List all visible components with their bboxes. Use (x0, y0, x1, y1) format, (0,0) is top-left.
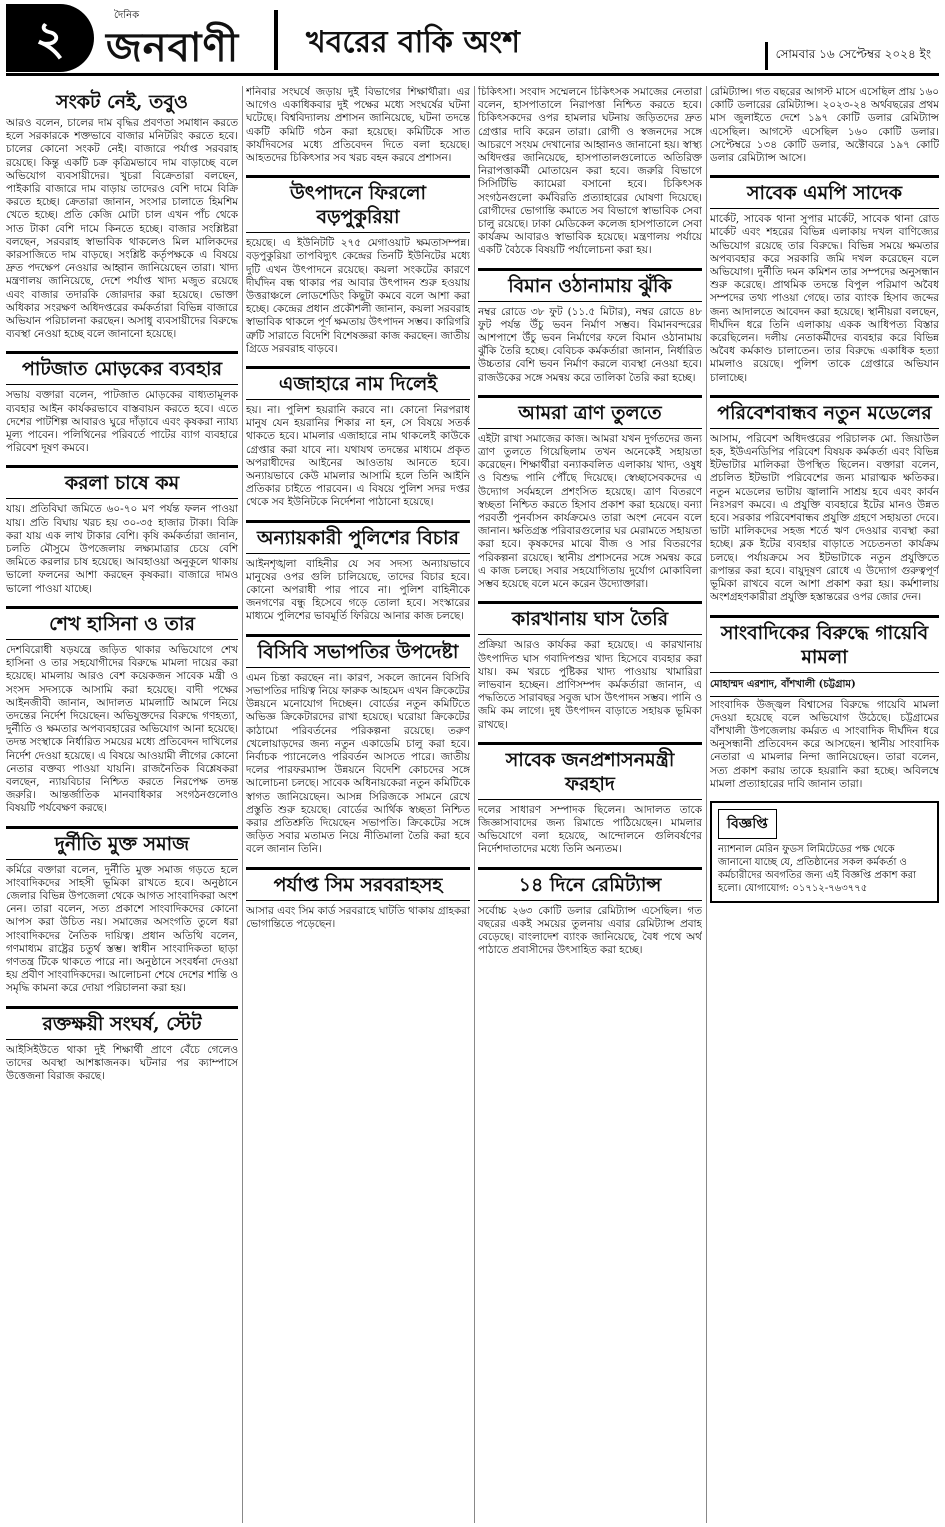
article-body: সর্বোচ্চ ২৬৩ কোটি ডলার রেমিট্যান্স এসেছিল। গত বছরের একই সময়ের তুলনায় এবার রেমিট্যান্স প্রবাহ বেড়েছে। বাংলাদেশ ব্যাংক জানিয়েছে, বৈধ পথে অর্থ পাঠাতে প্রবাসীদের উৎসাহিত করা হচ্ছে। (478, 904, 702, 957)
article-body: মার্কেট, সাবেক থানা সুপার মার্কেট, সাবেক থানা রোড মার্কেট এবং শহরের বিভিন্ন এলাকায় দখল বাণিজ্যের অভিযোগ রয়েছে তার বিরুদ্ধে। বিভিন্ন সময়ে ক্ষমতার অপব্যবহার করে সরকারি জমি দখল করেছেন বলে অভিযোগ। দুর্নীতি দমন কমিশন তার সম্পদের অনুসন্ধান শুরু করেছে। প্রাথমিক তদন্তে বিপুল পরিমাণ অবৈধ সম্পদের তথ্য পাওয়া গেছে। তার ব্যাংক হিসাব জব্দের জন্য আদালতে আবেদন করা হয়েছে। স্থানীয়রা বলছেন, দীর্ঘদিন ধরে তিনি এলাকায় একক আধিপত্য বিস্তার করেছিলেন। দলীয় নেতাকর্মীদের ব্যবহার করে বিভিন্ন অবৈধ কর্মকাণ্ড চালাতেন। তার বিরুদ্ধে একাধিক হত্যা মামলাও রয়েছে। পুলিশ তাকে গ্রেপ্তারে অভিযান চালাচ্ছে। (710, 213, 939, 384)
article-body: হয়। না। পুলিশ হয়রানি করবে না। কোনো নিরপরাধ মানুষ যেন হয়রানির শিকার না হন, সে বিষয়ে সতর্ক থাকতে হবে। মামলার এজাহারে নাম থাকলেই কাউকে গ্রেপ্তার করা যাবে না। যথাযথ তদন্তের মাধ্যমে প্রকৃত অপরাধীদের আইনের আওতায় আনতে হবে। অন্যায়ভাবে কেউ মামলার আসামি হলে তিনি আইনি প্রতিকার চাইতে পারবেন। এ বিষয়ে পুলিশ সদর দপ্তর থেকে সব ইউনিটকে নির্দেশনা পাঠানো হয়েছে। (246, 404, 470, 509)
article-headline: সাংবাদিকের বিরুদ্ধে গায়েবি মামলা (710, 615, 939, 673)
article (478, 86, 702, 258)
article (478, 268, 702, 385)
article (6, 351, 238, 455)
article-headline: করলা চাষে কম (6, 465, 238, 499)
article-headline: উৎপাদনে ফিরলো বড়পুকুরিয়া (246, 175, 470, 233)
article-headline: অন্যায়কারী পুলিশের বিচার (246, 520, 470, 554)
article-body: নম্বর রোডে ৩৮ ফুট (১১.৫ মিটার), নম্বর রোডে ৪৮ ফুট পর্যন্ত উঁচু ভবন নির্মাণ সম্ভব। বিমানবন্দরের আশপাশে উঁচু ভবন নির্মাণের ফলে বিমান ওঠানামায় ঝুঁকি তৈরি হচ্ছে। বেবিচক কর্মকর্তারা জানান, নির্ধারিত উচ্চতার বেশি ভবন নির্মাণ করলে ব্যবস্থা নেওয়া হবে। রাজউকের সঙ্গে সমন্বয় করে তালিকা তৈরি করা হচ্ছে। (478, 305, 702, 384)
masthead (6, 4, 939, 76)
notice-title: বিজ্ঞপ্তি (718, 809, 777, 839)
masthead-divider (274, 10, 278, 70)
article-headline: পরিবেশবান্ধব নতুন মডেলের (710, 395, 939, 429)
article (710, 395, 939, 605)
article-body: সভায় বক্তারা বলেন, পাটজাত মোড়কের বাধ্যতামূলক ব্যবহার আইন কার্যকরভাবে বাস্তবায়ন করতে হবে। এতে দেশের পাটশিল্প আবারও ঘুরে দাঁড়াবে এবং কৃষকরা ন্যায্য মূল্য পাবেন। পলিথিনের পরিবর্তে পাটের ব্যাগ ব্যবহারে পরিবেশ দূষণ কমবে। (6, 389, 238, 455)
article-body: চিকিৎসা। সংবাদ সম্মেলনে চিকিৎসক সমাজের নেতারা বলেন, হাসপাতালে নিরাপত্তা নিশ্চিত করতে হবে। চিকিৎসকদের ওপর হামলার ঘটনায় জড়িতদের দ্রুত গ্রেপ্তার দাবি করেন তারা। রোগী ও স্বজনদের সঙ্গে আচরণে সংযম দেখানোর আহ্বানও জানানো হয়। স্বাস্থ্য অধিদপ্তর জানিয়েছে, হাসপাতালগুলোতে অতিরিক্ত নিরাপত্তাকর্মী মোতায়েন করা হবে। জরুরি বিভাগে সিসিটিভি ক্যামেরা বসানো হবে। চিকিৎসক সংগঠনগুলো কর্মবিরতি প্রত্যাহারের ঘোষণা দিয়েছে। রোগীদের ভোগান্তি কমাতে সব বিভাগে স্বাভাবিক সেবা চালু রয়েছে। ঢাকা মেডিকেল কলেজ হাসপাতালে সেবা কার্যক্রম আবারও স্বাভাবিক হয়েছে। মন্ত্রণালয় পর্যায়ে একটি বৈঠকে বিষয়টি পর্যালোচনা করা হয়। (478, 86, 702, 257)
article (246, 520, 470, 624)
article-body: এইটা রাখা সমাজের কাজ। আমরা যখন দুর্গতদের জন্য ত্রাণ তুলতে গিয়েছিলাম তখন অনেকেই সহায়তা করেছেন। শিক্ষার্থীরা বন্যাকবলিত এলাকায় খাদ্য, ওষুধ ও বিশুদ্ধ পানি পৌঁছে দিয়েছে। স্বেচ্ছাসেবকদের এ উদ্যোগ সর্বমহলে প্রশংসিত হয়েছে। ত্রাণ বিতরণে স্বচ্ছতা নিশ্চিত করতে হিসাব প্রকাশ করা হয়েছে। বন্যা পরবর্তী পুনর্বাসন কার্যক্রমেও তারা অংশ নেবেন বলে জানান। ক্ষতিগ্রস্ত পরিবারগুলোর ঘর মেরামতে সহায়তা করা হবে। কৃষকদের মাঝে বীজ ও সার বিতরণের পরিকল্পনা রয়েছে। স্থানীয় প্রশাসনের সঙ্গে সমন্বয় করে এ কাজ চলছে। সবার সহযোগিতায় দুর্যোগ মোকাবিলা সম্ভব হয়েছে বলে মনে করেন উদ্যোক্তারা। (478, 432, 702, 591)
column-1 (6, 86, 238, 1523)
article-headline: সাবেক এমপি সাদেক (710, 175, 939, 209)
article-headline: পাটজাত মোড়কের ব্যবহার (6, 351, 238, 385)
column-rule (242, 86, 243, 1523)
article-headline: ১৪ দিনে রেমিট্যান্স (478, 867, 702, 901)
article-headline: শেখ হাসিনা ও তার (6, 606, 238, 640)
article-body: এমন চিন্তা করছেন না। কারণ, সকলে জানেন বিসিবি সভাপতির দায়িত্ব নিয়ে ফারুক আহমেদ এখন ক্রিকেটের উন্নয়নে মনোযোগ দিচ্ছেন। বোর্ডের নতুন কমিটিতে অভিজ্ঞ ক্রিকেটারদের রাখা হয়েছে। ঘরোয়া ক্রিকেটের কাঠামো পরিবর্তনের পরিকল্পনা রয়েছে। তরুণ খেলোয়াড়দের জন্য নতুন একাডেমি চালু করা হবে। নির্বাচক প্যানেলেও পরিবর্তন আসতে পারে। জাতীয় দলের পারফরম্যান্স উন্নয়নে বিদেশি কোচদের সঙ্গে আলোচনা চলছে। সাবেক অধিনায়কেরা নতুন কমিটিকে স্বাগত জানিয়েছেন। আসন্ন সিরিজকে সামনে রেখে প্রস্তুতি শুরু হয়েছে। বোর্ডের আর্থিক স্বচ্ছতা নিশ্চিত করার প্রতিশ্রুতি দিয়েছেন সভাপতি। ক্রিকেটের সঙ্গে জড়িত সবার মতামত নিয়ে নীতিমালা তৈরি করা হবে বলে জানান তিনি। (246, 671, 470, 856)
article (710, 86, 939, 165)
page-number: ২ (6, 4, 94, 72)
dateline: সোমবার ১৬ সেপ্টেম্বর ২০২৪ ইং (765, 42, 939, 70)
article-headline: দুর্নীতি মুক্ত সমাজ (6, 826, 238, 860)
article-body: প্রক্রিয়া আরও কার্যকর করা হয়েছে। এ কারখানায় উৎপাদিত ঘাস গবাদিপশুর খাদ্য হিসেবে ব্যবহার করা যায়। কম খরচে পুষ্টিকর খাদ্য পাওয়ায় খামারিরা লাভবান হচ্ছেন। প্রাণিসম্পদ কর্মকর্তারা জানান, এ পদ্ধতিতে সারাবছর সবুজ ঘাস উৎপাদন সম্ভব। পানি ও জমি কম লাগে। দুধ উৎপাদন বাড়াতে সহায়ক ভূমিকা রাখছে। (478, 639, 702, 731)
article-body: যায়। প্রতিবিঘা জমিতে ৬০-৭০ মণ পর্যন্ত ফলন পাওয়া যায়। প্রতি বিঘায় খরচ হয় ৩০-৩৫ হাজার টাকা। বিক্রি করা যায় এক লাখ টাকার বেশি। কৃষি কর্মকর্তারা জানান, চলতি মৌসুমে উপজেলায় লক্ষ্যমাত্রার চেয়ে বেশি জমিতে করলার চাষ হয়েছে। আবহাওয়া অনুকূলে থাকায় ভালো ফলনের আশা করছেন কৃষকরা। বাজারে দামও ভালো পাওয়া যাচ্ছে। (6, 503, 238, 595)
article-body: সাংবাদিক উজ্জ্বল বিশ্বাসের বিরুদ্ধে গায়েবি মামলা দেওয়া হয়েছে বলে অভিযোগ উঠেছে। চট্টগ্রামের বাঁশখালী উপজেলায় কর্মরত এ সাংবাদিক দীর্ঘদিন ধরে অনুসন্ধানী প্রতিবেদন করে আসছেন। স্থানীয় সাংবাদিক নেতারা এ মামলার নিন্দা জানিয়েছেন। তারা বলেন, সত্য প্রকাশ করায় তাকে হয়রানি করা হচ্ছে। অবিলম্বে মামলা প্রত্যাহারের দাবি জানান তারা। (710, 698, 939, 790)
article (246, 86, 470, 165)
article-headline: কারখানায় ঘাস তৈরি (478, 601, 702, 635)
article-body: আইসিইউতে থাকা দুই শিক্ষার্থী প্রাণে বেঁচে গেলেও তাদের অবস্থা আশঙ্কাজনক। ঘটনার পর ক্যাম্পাসে উত্তেজনা বিরাজ করছে। (6, 1043, 238, 1082)
article (710, 615, 939, 791)
article-body: দেশবিরোধী ষড়যন্ত্রে জড়িত থাকার অভিযোগে শেখ হাসিনা ও তার সহযোগীদের বিরুদ্ধে মামলা দায়ের করা হয়েছে। মামলায় আরও বেশ কয়েকজন সাবেক মন্ত্রী ও সংসদ সদস্যকে আসামি করা হয়েছে। বাদী পক্ষের আইনজীবী জানান, আদালত মামলাটি আমলে নিয়ে তদন্তের নির্দেশ দিয়েছেন। অভিযুক্তদের বিরুদ্ধে গণহত্যা, দুর্নীতি ও ক্ষমতার অপব্যবহারের অভিযোগ আনা হয়েছে। তদন্ত সংস্থাকে নির্ধারিত সময়ের মধ্যে প্রতিবেদন দাখিলের নির্দেশ দেওয়া হয়েছে। এ বিষয়ে আওয়ামী লীগের কোনো নেতার বক্তব্য পাওয়া যায়নি। রাজনৈতিক বিশ্লেষকরা বলছেন, ন্যায়বিচার নিশ্চিত করতে নিরপেক্ষ তদন্ত জরুরি। আন্তর্জাতিক মানবাধিকার সংগঠনগুলোও বিষয়টি পর্যবেক্ষণ করছে। (6, 643, 238, 815)
column-2 (246, 86, 470, 1523)
article (246, 175, 470, 356)
article-headline: বিসিবি সভাপতির উপদেষ্টা (246, 634, 470, 668)
notice-body: ন্যাশনাল মেরিন ফুডস লিমিটেডের পক্ষ থেকে জানানো যাচ্ছে যে, প্রতিষ্ঠানের সকল কর্মকর্তা ও কর্মচারীদের অবগতির জন্য এই বিজ্ঞপ্তি প্রকাশ করা হলো। যোগাযোগ: ০১৭১২-৭৬৩৭৭৫ (718, 843, 917, 894)
section-title: খবরের বাকি অংশ (306, 25, 520, 60)
article (478, 742, 702, 857)
article-body: কর্মিরে বক্তারা বলেন, দুর্নীতি মুক্ত সমাজ গড়তে হলে সাংবাদিকদের সাহসী ভূমিকা রাখতে হবে। অনুষ্ঠানে জেলার বিভিন্ন উপজেলা থেকে আগত সাংবাদিকরা অংশ নেন। তারা বলেন, সত্য প্রকাশে সাংবাদিকদের কোনো আপস করা উচিত নয়। সমাজের অসংগতি তুলে ধরা সাংবাদিকদের নৈতিক দায়িত্ব। প্রধান অতিথি বলেন, গণমাধ্যম রাষ্ট্রের চতুর্থ স্তম্ভ। স্বাধীন সাংবাদিকতা ছাড়া গণতন্ত্র টিকে থাকতে পারে না। অনুষ্ঠানে সংবর্ধনা দেওয়া হয় প্রবীণ সাংবাদিকদের। আলোচনা শেষে দেশের শান্তি ও সমৃদ্ধি কামনা করে দোয়া পরিচালনা করা হয়। (6, 863, 238, 995)
article (246, 867, 470, 931)
article-headline: রক্তক্ষয়ী সংঘর্ষ, স্টেট (6, 1006, 238, 1040)
article (478, 867, 702, 958)
article-body: শনিবার সংঘর্ষে জড়ায় দুই বিভাগের শিক্ষার্থীরা। এর আগেও একাধিকবার দুই পক্ষের মধ্যে সংঘর্ষের ঘটনা ঘটেছে। বিশ্ববিদ্যালয় প্রশাসন জানিয়েছে, ঘটনা তদন্তে একটি কমিটি গঠন করা হয়েছে। কমিটিকে সাত কার্যদিবসের মধ্যে প্রতিবেদন দিতে বলা হয়েছে। আহতদের চিকিৎসার সব খরচ বহন করবে প্রশাসন। (246, 86, 470, 165)
article-body: আরও বলেন, চালের দাম বৃদ্ধির প্রবণতা সমাধান করতে হলে সরকারকে শক্তভাবে বাজার মনিটরিং করতে হবে। চালের কোনো সংকট নেই। বাজারে পর্যাপ্ত সরবরাহ রয়েছে। কিন্তু একটি চক্র কৃত্রিমভাবে দাম বাড়াচ্ছে বলে অভিযোগ ব্যবসায়ীদের। খুচরা বিক্রেতারা বলছেন, পাইকারি বাজারে দাম বাড়ায় তাদেরও বেশি দামে বিক্রি করতে হচ্ছে। ক্রেতারা জানান, সংসার চালাতে হিমশিম খেতে হচ্ছে। প্রতি কেজি মোটা চাল এখন পাঁচ থেকে সাত টাকা বেশি দামে কিনতে হচ্ছে। বাজার সংশ্লিষ্টরা বলছেন, সরবরাহ স্বাভাবিক থাকলেও মিল মালিকদের কারসাজিতে দাম বাড়ছে। সংশ্লিষ্ট কর্তৃপক্ষকে এ বিষয়ে দ্রুত পদক্ষেপ নেওয়ার আহ্বান জানিয়েছেন তারা। খাদ্য মন্ত্রণালয় জানিয়েছে, দেশে পর্যাপ্ত খাদ্য মজুত রয়েছে এবং বাজার তদারকি জোরদার করা হয়েছে। ভোক্তা অধিকার সংরক্ষণ অধিদপ্তরের কর্মকর্তারা বিভিন্ন বাজারে অভিযান পরিচালনা করছেন। অসাধু ব্যবসায়ীদের বিরুদ্ধে ব্যবস্থা নেওয়া হচ্ছে বলে জানানো হয়েছে। (6, 117, 238, 341)
column-4 (710, 86, 939, 1523)
article (6, 1006, 238, 1084)
article-headline: এজাহারে নাম দিলেই (246, 366, 470, 400)
article (6, 826, 238, 996)
article-body: আইনশৃঙ্খলা বাহিনীর যে সব সদস্য অন্যায়ভাবে মানুষের ওপর গুলি চালিয়েছে, তাদের বিচার হবে। কোনো অপরাধী পার পাবে না। পুলিশ বাহিনীকে জনগণের বন্ধু হিসেবে গড়ে তোলা হবে। সংস্কারের মাধ্যমে পুলিশের ভাবমূর্তি ফিরিয়ে আনার কাজ চলছে। (246, 557, 470, 623)
article-headline: বিমান ওঠানামায় ঝুঁকি (478, 268, 702, 302)
notice-box (710, 801, 939, 903)
article (6, 90, 238, 341)
newspaper-logo (102, 4, 262, 72)
column-3 (478, 86, 702, 1523)
article-headline: সংকট নেই, তবুও (56, 91, 188, 113)
article-headline: পর্যাপ্ত সিম সরবরাহসহ (246, 867, 470, 901)
article-headline: সাবেক জনপ্রশাসনমন্ত্রী ফরহাদ (478, 742, 702, 800)
article (478, 601, 702, 731)
article-body: রেমিট্যান্স। গত বছরের আগস্ট মাসে এসেছিল প্রায় ১৬০ কোটি ডলারের রেমিট্যান্স। ২০২৩-২৪ অর্থবছরের প্রথম মাস জুলাইতে দেশে ১৯৭ কোটি ডলার রেমিট্যান্স এসেছিল। আগস্টে এসেছিল ১৬০ কোটি ডলার। সেপ্টেম্বরে ১৩৪ কোটি ডলার, অক্টোবরে ১৯৭ কোটি ডলার রেমিট্যান্স আসে। (710, 86, 939, 165)
article (478, 395, 702, 591)
logo-small-text: দৈনিক (114, 10, 140, 21)
column-rule (706, 86, 707, 1523)
article-body: আসাম, পরিবেশ অধিদপ্তরের পরিচালক মো. জিয়াউল হক, ইউএনডিপির পরিবেশ বিষয়ক কর্মকর্তা এবং বিভিন্ন ইটভাটার মালিকরা উপস্থিত ছিলেন। বক্তারা বলেন, প্রচলিত ইটভাটা পরিবেশের জন্য মারাত্মক ক্ষতিকর। নতুন মডেলের ভাটায় জ্বালানি সাশ্রয় হবে এবং কার্বন নিঃসরণ কমবে। এ প্রযুক্তি ব্যবহারে ইটের মানও উন্নত হবে। সরকার পরিবেশবান্ধব প্রযুক্তি গ্রহণে সহায়তা দেবে। ভাটা মালিকদের সহজ শর্তে ঋণ দেওয়ার ব্যবস্থা করা হচ্ছে। ব্লক ইটের ব্যবহার বাড়াতে সচেতনতা কার্যক্রম চলছে। পর্যায়ক্রমে সব ইটভাটাকে নতুন প্রযুক্তিতে রূপান্তর করা হবে। বায়ুদূষণ রোধে এ উদ্যোগ গুরুত্বপূর্ণ ভূমিকা রাখবে বলে আশা প্রকাশ করা হয়। কর্মশালায় অংশগ্রহণকারীরা প্রযুক্তি হস্তান্তরের ওপর জোর দেন। (710, 432, 939, 604)
article (710, 175, 939, 385)
article (6, 606, 238, 816)
article-body: দলের সাধারণ সম্পাদক ছিলেন। আদালত তাকে জিজ্ঞাসাবাদের জন্য রিমান্ডে পাঠিয়েছেন। মামলার অভিযোগে বলা হয়েছে, আন্দোলনে গুলিবর্ষণের নির্দেশদাতাদের মধ্যে তিনি অন্যতম। (478, 803, 702, 856)
column-rule (474, 86, 475, 1523)
article (246, 366, 470, 510)
article-byline: মোহাম্মদ এরশাদ, বাঁশখালী (চট্টগ্রাম) (710, 677, 939, 697)
article (246, 634, 470, 857)
logo-name: জনবাণী (106, 24, 240, 71)
article-body: হয়েছে। এ ইউনিটটি ২৭৫ মেগাওয়াট ক্ষমতাসম্পন্ন। বড়পুকুরিয়া তাপবিদ্যুৎ কেন্দ্রের তিনটি ইউনিটের মধ্যে দুটি এখন উৎপাদনে রয়েছে। কয়লা সংকটের কারণে দীর্ঘদিন বন্ধ থাকার পর আবার উৎপাদন শুরু হওয়ায় উত্তরাঞ্চলে লোডশেডিং কিছুটা কমবে বলে আশা করা হচ্ছে। কেন্দ্রের প্রধান প্রকৌশলী জানান, কয়লা সরবরাহ স্বাভাবিক থাকলে পূর্ণ ক্ষমতায় উৎপাদন সম্ভব। কারিগরি ত্রুটি সারাতে বিদেশি বিশেষজ্ঞরা কাজ করছেন। জাতীয় গ্রিডে সরবরাহ বাড়বে। (246, 237, 470, 355)
article-body: আসার এবং সিম কার্ড সরবরাহে ঘাটতি থাকায় গ্রাহকরা ভোগান্তিতে পড়েছেন। (246, 904, 470, 930)
article-headline: আমরা ত্রাণ তুলতে (478, 395, 702, 429)
article (6, 465, 238, 595)
